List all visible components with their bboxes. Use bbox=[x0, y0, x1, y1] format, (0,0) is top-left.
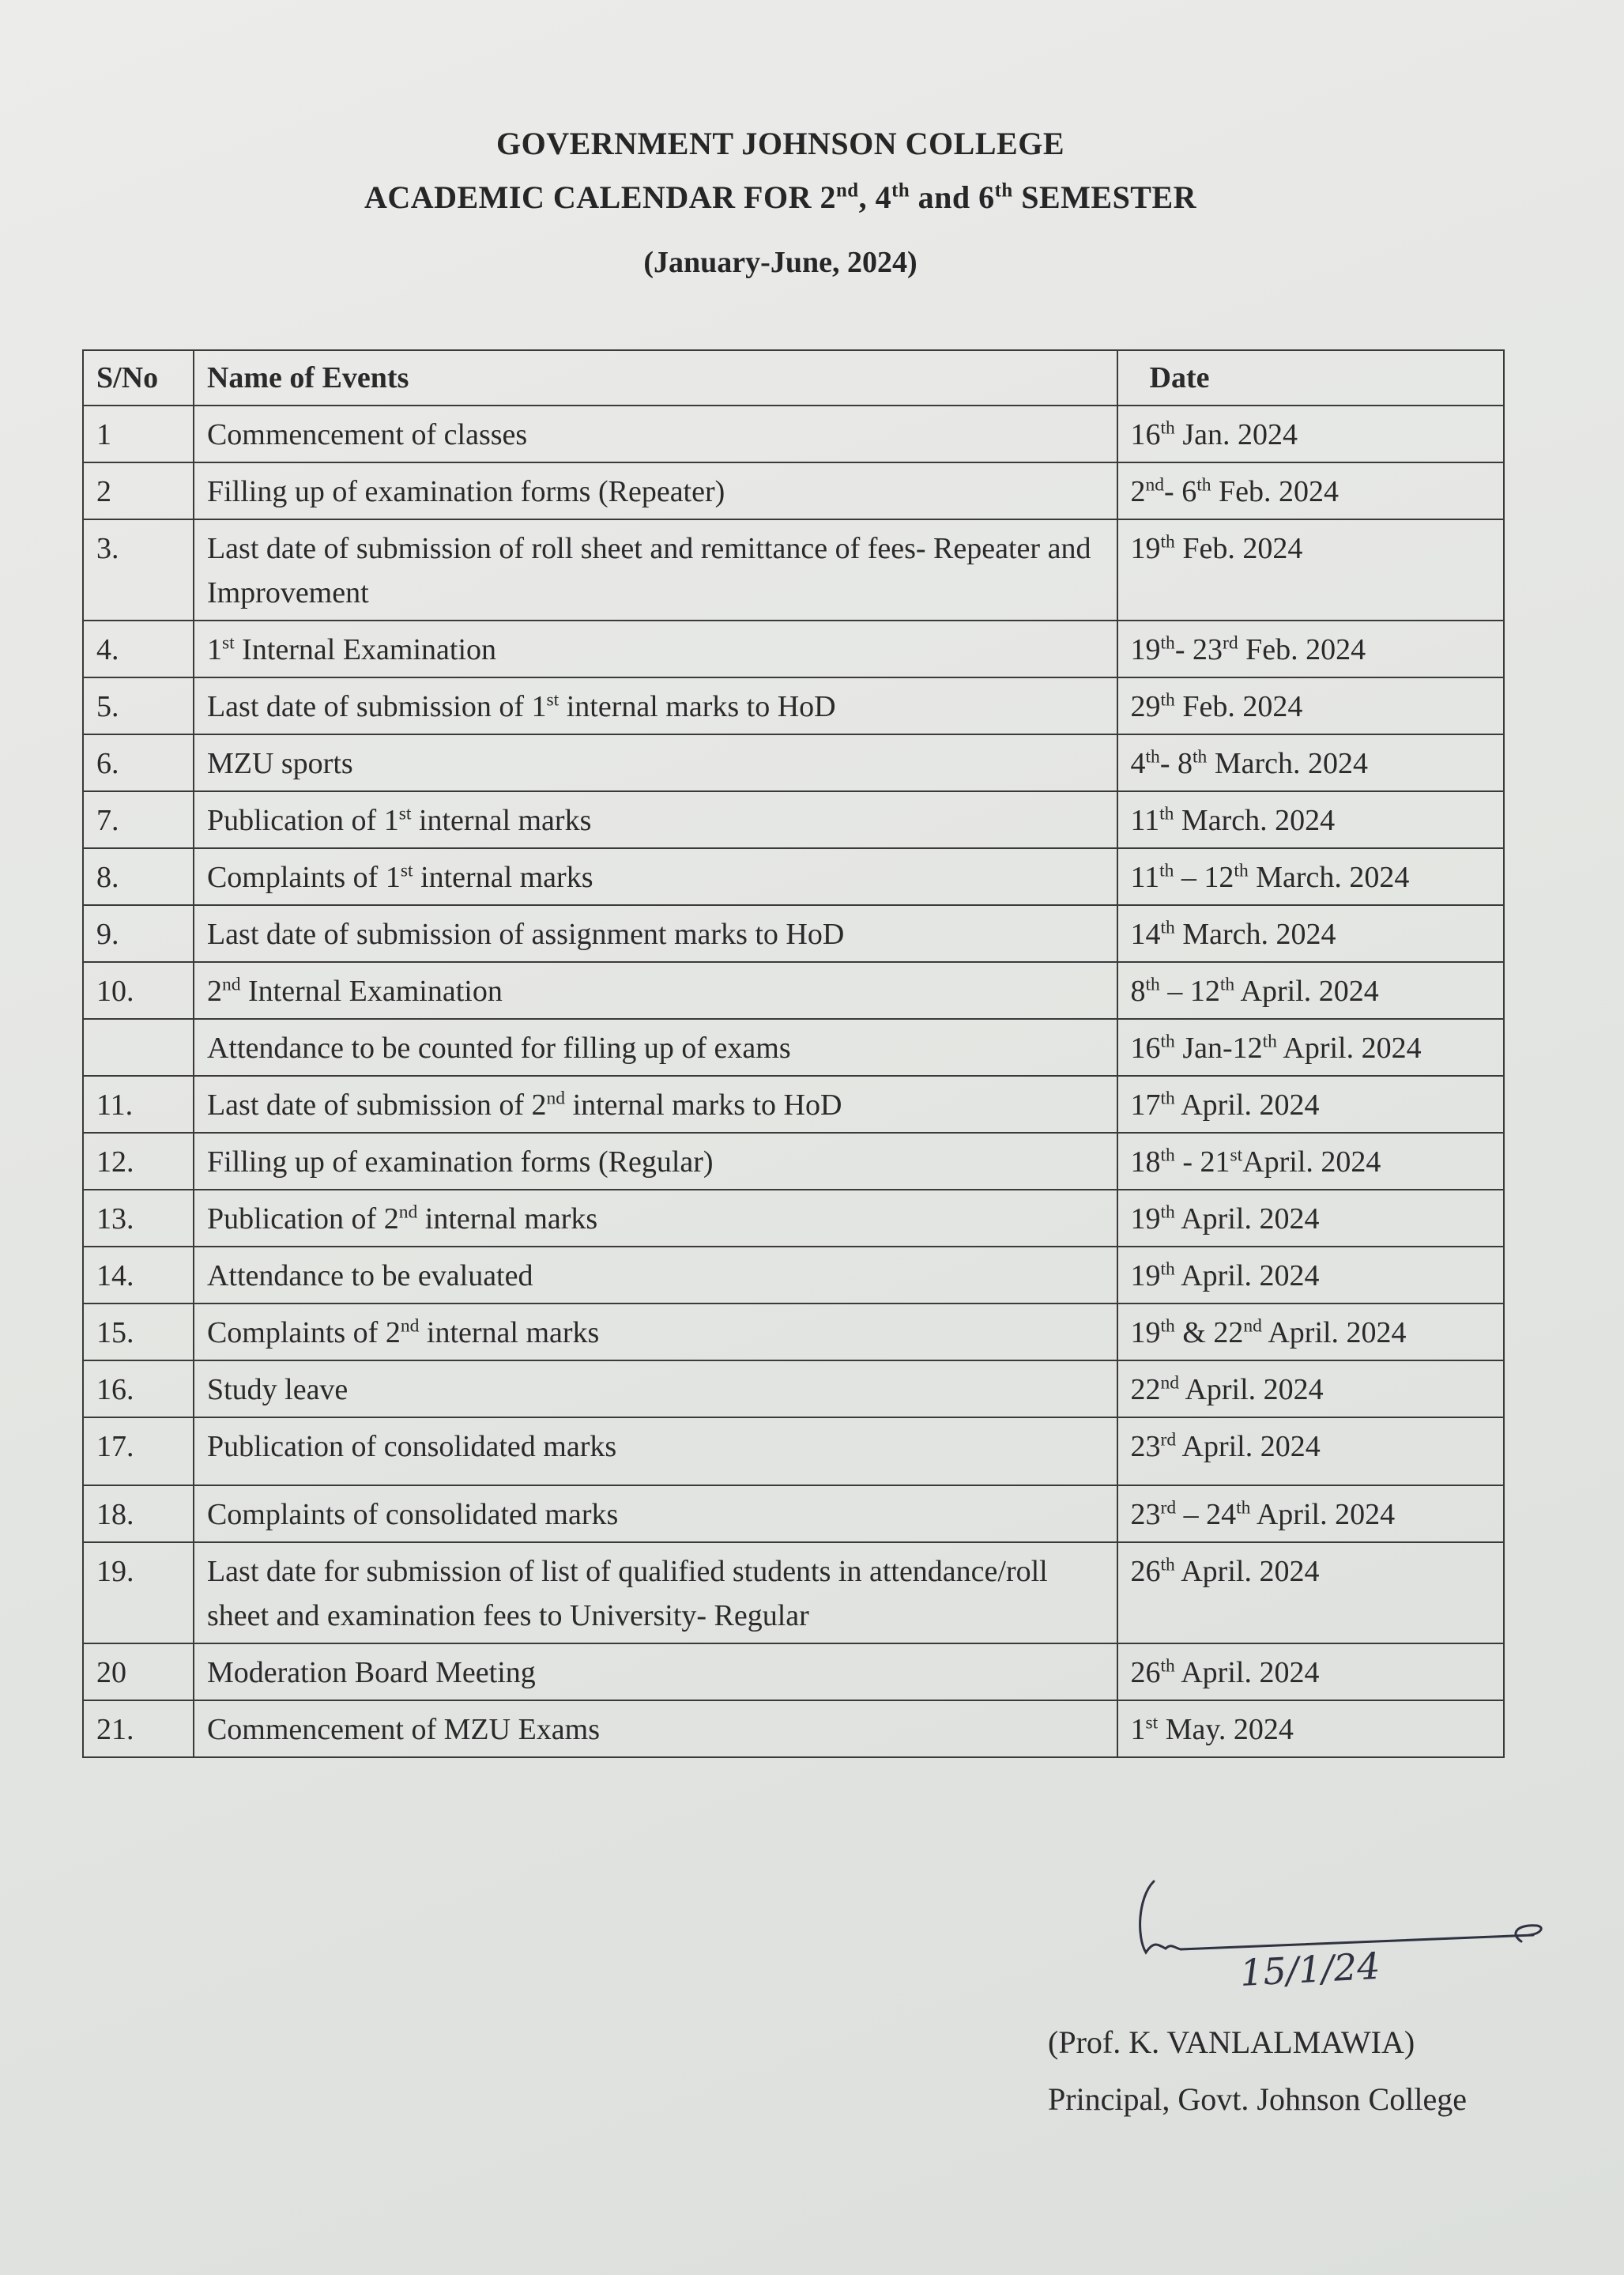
table-row bbox=[83, 1247, 1504, 1304]
row-date: 26th April. 2024 bbox=[1117, 1643, 1505, 1700]
table-row bbox=[83, 1133, 1504, 1190]
row-event: Last date of submission of 2nd internal marks to HoD bbox=[194, 1076, 1117, 1133]
row-date: 19th April. 2024 bbox=[1117, 1190, 1505, 1247]
table-row bbox=[83, 677, 1504, 734]
row-date: 18th - 21stApril. 2024 bbox=[1117, 1133, 1505, 1190]
table-row bbox=[83, 1019, 1504, 1076]
table-header-row bbox=[83, 350, 1504, 406]
row-date: 26th April. 2024 bbox=[1117, 1542, 1505, 1643]
table-row bbox=[83, 1643, 1504, 1700]
row-date: 16th Jan. 2024 bbox=[1117, 406, 1505, 462]
row-date: 17th April. 2024 bbox=[1117, 1076, 1505, 1133]
row-event: 1st Internal Examination bbox=[194, 621, 1117, 677]
title-sup-nd: nd bbox=[835, 179, 859, 202]
row-sno: 17. bbox=[83, 1417, 194, 1485]
calendar-title bbox=[0, 179, 1592, 216]
table-row bbox=[83, 1417, 1504, 1485]
row-event: 2nd Internal Examination bbox=[194, 962, 1117, 1019]
table-row bbox=[83, 1304, 1504, 1360]
row-sno: 10. bbox=[83, 962, 194, 1019]
row-event: Commencement of MZU Exams bbox=[194, 1700, 1117, 1757]
row-sno: 4. bbox=[83, 621, 194, 677]
table-row bbox=[83, 1076, 1504, 1133]
row-date: 14th March. 2024 bbox=[1117, 905, 1505, 962]
calendar-period: (January-June, 2024) bbox=[643, 246, 918, 279]
header-date: Date bbox=[1117, 350, 1505, 406]
row-event: Complaints of 2nd internal marks bbox=[194, 1304, 1117, 1360]
row-event: Filling up of examination forms (Repeater) bbox=[194, 462, 1117, 519]
row-date: 8th – 12th April. 2024 bbox=[1117, 962, 1505, 1019]
title-sep-2: and 6 bbox=[910, 179, 995, 215]
header-sno: S/No bbox=[83, 350, 194, 406]
row-sno: 1 bbox=[83, 406, 194, 462]
row-sno: 3. bbox=[83, 519, 194, 621]
title-prefix: ACADEMIC CALENDAR FOR 2 bbox=[364, 179, 836, 215]
title-sup-th-1: th bbox=[891, 179, 910, 202]
row-date: 22nd April. 2024 bbox=[1117, 1360, 1505, 1417]
header-event: Name of Events bbox=[194, 350, 1117, 406]
signatory-designation: Principal, Govt. Johnson College bbox=[1048, 2081, 1467, 2117]
row-sno: 8. bbox=[83, 848, 194, 905]
row-date: 1st May. 2024 bbox=[1117, 1700, 1505, 1757]
row-sno: 15. bbox=[83, 1304, 194, 1360]
table-row bbox=[83, 791, 1504, 848]
row-event: Publication of consolidated marks bbox=[194, 1417, 1117, 1485]
row-date: 23rd – 24th April. 2024 bbox=[1117, 1485, 1505, 1542]
row-date: 19th April. 2024 bbox=[1117, 1247, 1505, 1304]
row-event: Commencement of classes bbox=[194, 406, 1117, 462]
row-sno: 16. bbox=[83, 1360, 194, 1417]
table-row bbox=[83, 905, 1504, 962]
row-sno bbox=[83, 1019, 194, 1076]
row-sno: 20 bbox=[83, 1643, 194, 1700]
signature-date: 15/1/24 bbox=[1238, 1944, 1381, 1994]
title-suffix: SEMESTER bbox=[1012, 179, 1197, 215]
row-sno: 18. bbox=[83, 1485, 194, 1542]
row-event: Last date of submission of roll sheet and remittance of fees- Repeater and Improvement bbox=[194, 519, 1117, 621]
table-row bbox=[83, 621, 1504, 677]
row-event: Last date for submission of list of qualified students in attendance/roll sheet and examination fees to University- Regular bbox=[194, 1542, 1117, 1643]
row-event: Complaints of 1st internal marks bbox=[194, 848, 1117, 905]
handwritten-signature bbox=[1122, 1866, 1549, 2000]
title-sep-1: , 4 bbox=[858, 179, 892, 215]
row-sno: 7. bbox=[83, 791, 194, 848]
row-date: 2nd- 6th Feb. 2024 bbox=[1117, 462, 1505, 519]
table-row bbox=[83, 734, 1504, 791]
row-date: 19th Feb. 2024 bbox=[1117, 519, 1505, 621]
table-row bbox=[83, 1700, 1504, 1757]
table-row bbox=[83, 962, 1504, 1019]
row-sno: 13. bbox=[83, 1190, 194, 1247]
row-date: 4th- 8th March. 2024 bbox=[1117, 734, 1505, 791]
row-sno: 14. bbox=[83, 1247, 194, 1304]
row-sno: 5. bbox=[83, 677, 194, 734]
table-body bbox=[83, 406, 1504, 1757]
row-date: 19th & 22nd April. 2024 bbox=[1117, 1304, 1505, 1360]
row-event: Study leave bbox=[194, 1360, 1117, 1417]
table-row bbox=[83, 848, 1504, 905]
row-event: Publication of 2nd internal marks bbox=[194, 1190, 1117, 1247]
row-event: Complaints of consolidated marks bbox=[194, 1485, 1117, 1542]
row-date: 29th Feb. 2024 bbox=[1117, 677, 1505, 734]
row-date: 23rd April. 2024 bbox=[1117, 1417, 1505, 1485]
row-sno: 6. bbox=[83, 734, 194, 791]
row-event: Moderation Board Meeting bbox=[194, 1643, 1117, 1700]
row-date: 19th- 23rd Feb. 2024 bbox=[1117, 621, 1505, 677]
table-row bbox=[83, 462, 1504, 519]
signatory-name: (Prof. K. VANLALMAWIA) bbox=[1048, 2024, 1415, 2060]
table-row bbox=[83, 519, 1504, 621]
row-event: Attendance to be evaluated bbox=[194, 1247, 1117, 1304]
calendar-table bbox=[82, 349, 1505, 1758]
row-date: 16th Jan-12th April. 2024 bbox=[1117, 1019, 1505, 1076]
college-name: GOVERNMENT JOHNSON COLLEGE bbox=[495, 126, 1065, 161]
row-event: Filling up of examination forms (Regular) bbox=[194, 1133, 1117, 1190]
table-row bbox=[83, 1360, 1504, 1417]
row-date: 11th – 12th March. 2024 bbox=[1117, 848, 1505, 905]
table-row bbox=[83, 1485, 1504, 1542]
row-sno: 2 bbox=[83, 462, 194, 519]
row-event: Publication of 1st internal marks bbox=[194, 791, 1117, 848]
row-event: Last date of submission of 1st internal marks to HoD bbox=[194, 677, 1117, 734]
row-sno: 11. bbox=[83, 1076, 194, 1133]
row-event: Attendance to be counted for filling up of exams bbox=[194, 1019, 1117, 1076]
row-sno: 19. bbox=[83, 1542, 194, 1643]
title-sup-th-2: th bbox=[994, 179, 1013, 202]
row-sno: 21. bbox=[83, 1700, 194, 1757]
signatory-block bbox=[1048, 2014, 1467, 2128]
row-event: Last date of submission of assignment marks to HoD bbox=[194, 905, 1117, 962]
row-date: 11th March. 2024 bbox=[1117, 791, 1505, 848]
row-sno: 9. bbox=[83, 905, 194, 962]
row-sno: 12. bbox=[83, 1133, 194, 1190]
table-row bbox=[83, 406, 1504, 462]
table-row bbox=[83, 1190, 1504, 1247]
table-row bbox=[83, 1542, 1504, 1643]
row-event: MZU sports bbox=[194, 734, 1117, 791]
